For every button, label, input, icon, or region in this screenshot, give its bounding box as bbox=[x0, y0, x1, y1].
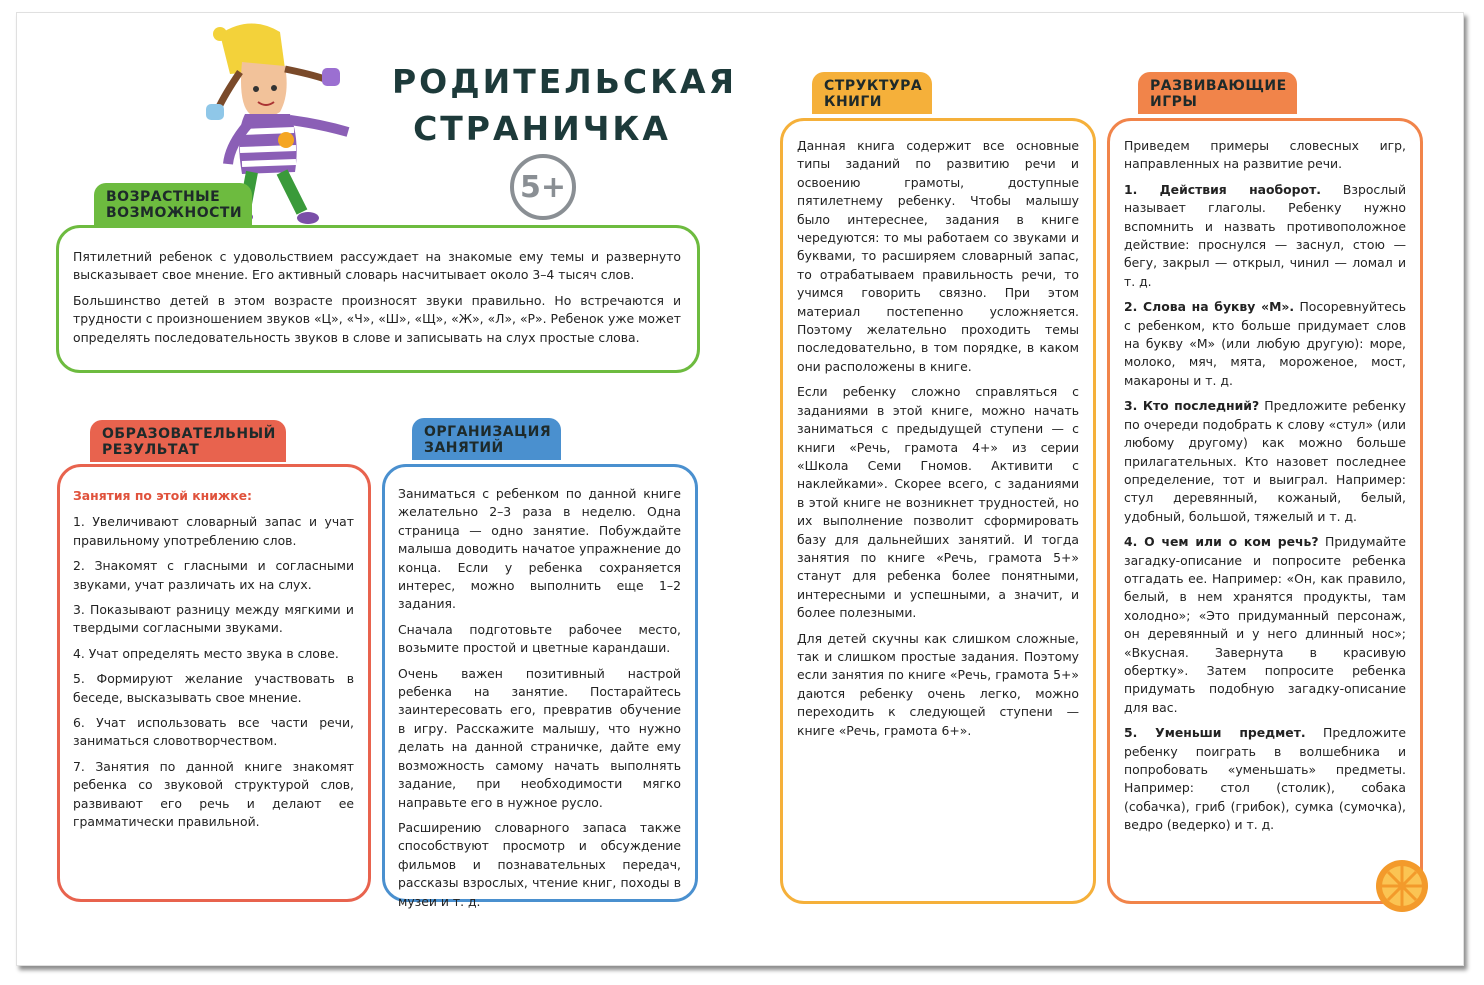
game-item bbox=[1124, 397, 1406, 526]
list-item: 7. Занятия по данной книге знакомят ребенка со звуковой структурой слов, развивают его речь и делают ее грамматически правильной. bbox=[73, 758, 354, 830]
game-text: Посоревнуйтесь с ребенком, кто больше придумает слов на букву «М» (или любую другую): море, молоко, мяч, мята, мороженое, мост, макароны и т. д. bbox=[1124, 299, 1406, 388]
tab-label-line1: ОБРАЗОВАТЕЛЬНЫЙ bbox=[102, 426, 276, 442]
structure-paragraph: Для детей скучны как слишком сложные, так и слишком простые задания. Поэтому если занятия по книге «Речь, грамота 5+» даются ребенку очень легко, можно переходить к следующей ступени — книге «Речь, грамота 6+». bbox=[797, 630, 1079, 738]
age-paragraph-2: Большинство детей в этом возрасте произносят звуки правильно. Но встречаются и трудности с произношением звуков «Ц», «Ч», «Ш», «Щ», «Ж», «Л», «Р». Ребенок уже может определять последовательность звуков в слове и записывать на слух простые слова. bbox=[73, 292, 681, 345]
tab-organization bbox=[412, 418, 561, 460]
page-title-line2: СТРАНИЧКА bbox=[413, 109, 671, 148]
list-item: 2. Знакомят с гласными и согласными звуками, учат различать их на слух. bbox=[73, 558, 354, 592]
tab-label-line1: ОРГАНИЗАЦИЯ bbox=[424, 424, 552, 440]
game-item bbox=[1124, 181, 1406, 291]
age-capabilities-box bbox=[56, 225, 700, 373]
game-title: 3. Кто последний? bbox=[1124, 398, 1260, 414]
list-item: 5. Формируют желание участвовать в беседе, высказывать свое мнение. bbox=[73, 671, 354, 705]
tab-label-line2: ИГРЫ bbox=[1150, 94, 1198, 110]
game-title: 5. Уменьши предмет. bbox=[1124, 725, 1306, 741]
structure-paragraph: Если ребенку сложно справляться с заданиями в этой книге, можно начать заниматься с предыдущей ступени — с книги «Речь, грамота 4+» из серии «Школа Семи Гномов. Активити с наклейками». Скорее всего, с заданиями в этой книге не возникнет трудностей, но их выполнение позволит сформировать базу для дальнейших занятий. И тогда занятия по книге «Речь, грамота 5+» станут для ребенка более понятными, интересными и успешными, а значит, и более полезными. bbox=[797, 384, 1079, 621]
tab-label-line1: СТРУКТУРА bbox=[824, 78, 923, 94]
tab-label-line2: ЗАНЯТИЙ bbox=[424, 440, 504, 456]
games-intro: Приведем примеры словесных игр, направленных на развитие речи. bbox=[1124, 138, 1406, 172]
game-title: 4. О чем или о ком речь? bbox=[1124, 534, 1319, 550]
game-item bbox=[1124, 533, 1406, 717]
educational-result-box bbox=[57, 464, 371, 902]
orange-slice-icon bbox=[1374, 858, 1430, 914]
game-text: Придумайте загадку-описание и попросите ребенка отгадать ее. Например: «Он, как правило, белый, в нем хранятся продукты, там холодно»; «Это придуманный персонаж, он деревянный и у него длинный нос»; «Вкусная. Завернута в красивую обертку». Затем попросите ребенка придумать подобную загадку-описание для вас. bbox=[1124, 534, 1406, 715]
list-item: 3. Показывают разницу между мягкими и твердыми согласными звуками. bbox=[73, 602, 354, 636]
tab-educational-result bbox=[90, 420, 286, 462]
list-item: 6. Учат использовать все части речи, заниматься словотворчеством. bbox=[73, 715, 354, 749]
edu-lead: Занятия по этой книжке: bbox=[73, 488, 252, 503]
book-structure-box bbox=[780, 118, 1096, 904]
game-title: 1. Действия наоборот. bbox=[1124, 181, 1321, 197]
game-text: Предложите ребенку поиграть в волшебника и попробовать «уменьшать» предметы. Например: стол (столик), собака (собачка), гриб (грибок), сумка (сумочка), ведро (ведерко) и т. д. bbox=[1124, 725, 1406, 833]
developing-games-box bbox=[1107, 118, 1423, 904]
list-item: 4. Учат определять место звука в слове. bbox=[73, 645, 339, 661]
organization-box bbox=[382, 464, 698, 909]
game-title: 2. Слова на букву «М». bbox=[1124, 299, 1295, 315]
tab-book-structure bbox=[812, 72, 932, 114]
org-paragraph: Заниматься с ребенком по данной книге желательно 2–3 раза в неделю. Одна страница — одно занятие. Побуждайте малыша доводить начатое упражнение до конца. Если у ребенка сохраняется интерес, можно выполнить еще 1–2 задания. bbox=[398, 486, 681, 612]
page-title-line1: РОДИТЕЛЬСКАЯ bbox=[392, 62, 738, 101]
game-item bbox=[1124, 724, 1406, 834]
org-paragraph: Очень важен позитивный настрой ребенка на занятие. Постарайтесь заинтересовать его, превратив обучение в игру. Расскажите малышу, что нужно делать на данной страничке, дайте ему возможность самому начать выполнять задание, при необходимости мягко направьте его в нужное русло. bbox=[398, 665, 681, 810]
age-badge: 5+ bbox=[510, 154, 576, 220]
game-item bbox=[1124, 298, 1406, 390]
org-paragraph: Расширению словарного запаса также способствуют просмотр и обсуждение фильмов и познавательных передач, рассказы взрослых, чтение книг, походы в музеи и т. д. bbox=[398, 819, 681, 909]
game-text: Предложите ребенку по очереди подобрать к слову «стул» (или любому другому) как можно больше прилагательных. Кто назовет последнее определение, тот и выиграл. Например: стул деревянный, кожаный, белый, удобный, большой, тяжелый и т. д. bbox=[1124, 398, 1406, 524]
tab-label-line1: РАЗВИВАЮЩИЕ bbox=[1150, 78, 1287, 94]
page-title bbox=[392, 58, 738, 152]
tab-age-capabilities bbox=[94, 183, 252, 225]
structure-paragraph: Данная книга содержит все основные типы заданий по развитию речи и освоению грамоты, доступные пятилетнему ребенку. Чтобы малышу было интереснее, задания в книге чередуются: то мы работаем со звуками и буквами, то расширяем словарный запас, то отрабатываем правильность речи, то учимся говорить связно. При этом материал постепенно усложняется. Поэтому желательно проходить темы последовательно, в том порядке, в каком они расположены в книге. bbox=[797, 138, 1079, 374]
tab-label-line1: ВОЗРАСТНЫЕ bbox=[106, 189, 221, 205]
org-paragraph: Сначала подготовьте рабочее место, возьмите простой и цветные карандаши. bbox=[398, 621, 681, 656]
tab-developing-games bbox=[1138, 72, 1297, 114]
tab-label-line2: РЕЗУЛЬТАТ bbox=[102, 442, 200, 458]
tab-label-line2: ВОЗМОЖНОСТИ bbox=[106, 205, 243, 221]
age-paragraph-1: Пятилетний ребенок с удовольствием рассуждает на знакомые ему темы и развернуто высказывает свое мнение. Его активный словарь насчитывает около 3–4 тысяч слов. bbox=[73, 249, 681, 283]
game-text: Взрослый называет глаголы. Ребенку нужно вспомнить и назвать противоположное действие: проснулся — заснул, стою — бегу, закрыл — открыл, чинил — ломал и т. д. bbox=[1124, 181, 1406, 289]
tab-label-line2: КНИГИ bbox=[824, 94, 883, 110]
list-item: 1. Увеличивают словарный запас и учат правильному употреблению слов. bbox=[73, 514, 354, 548]
